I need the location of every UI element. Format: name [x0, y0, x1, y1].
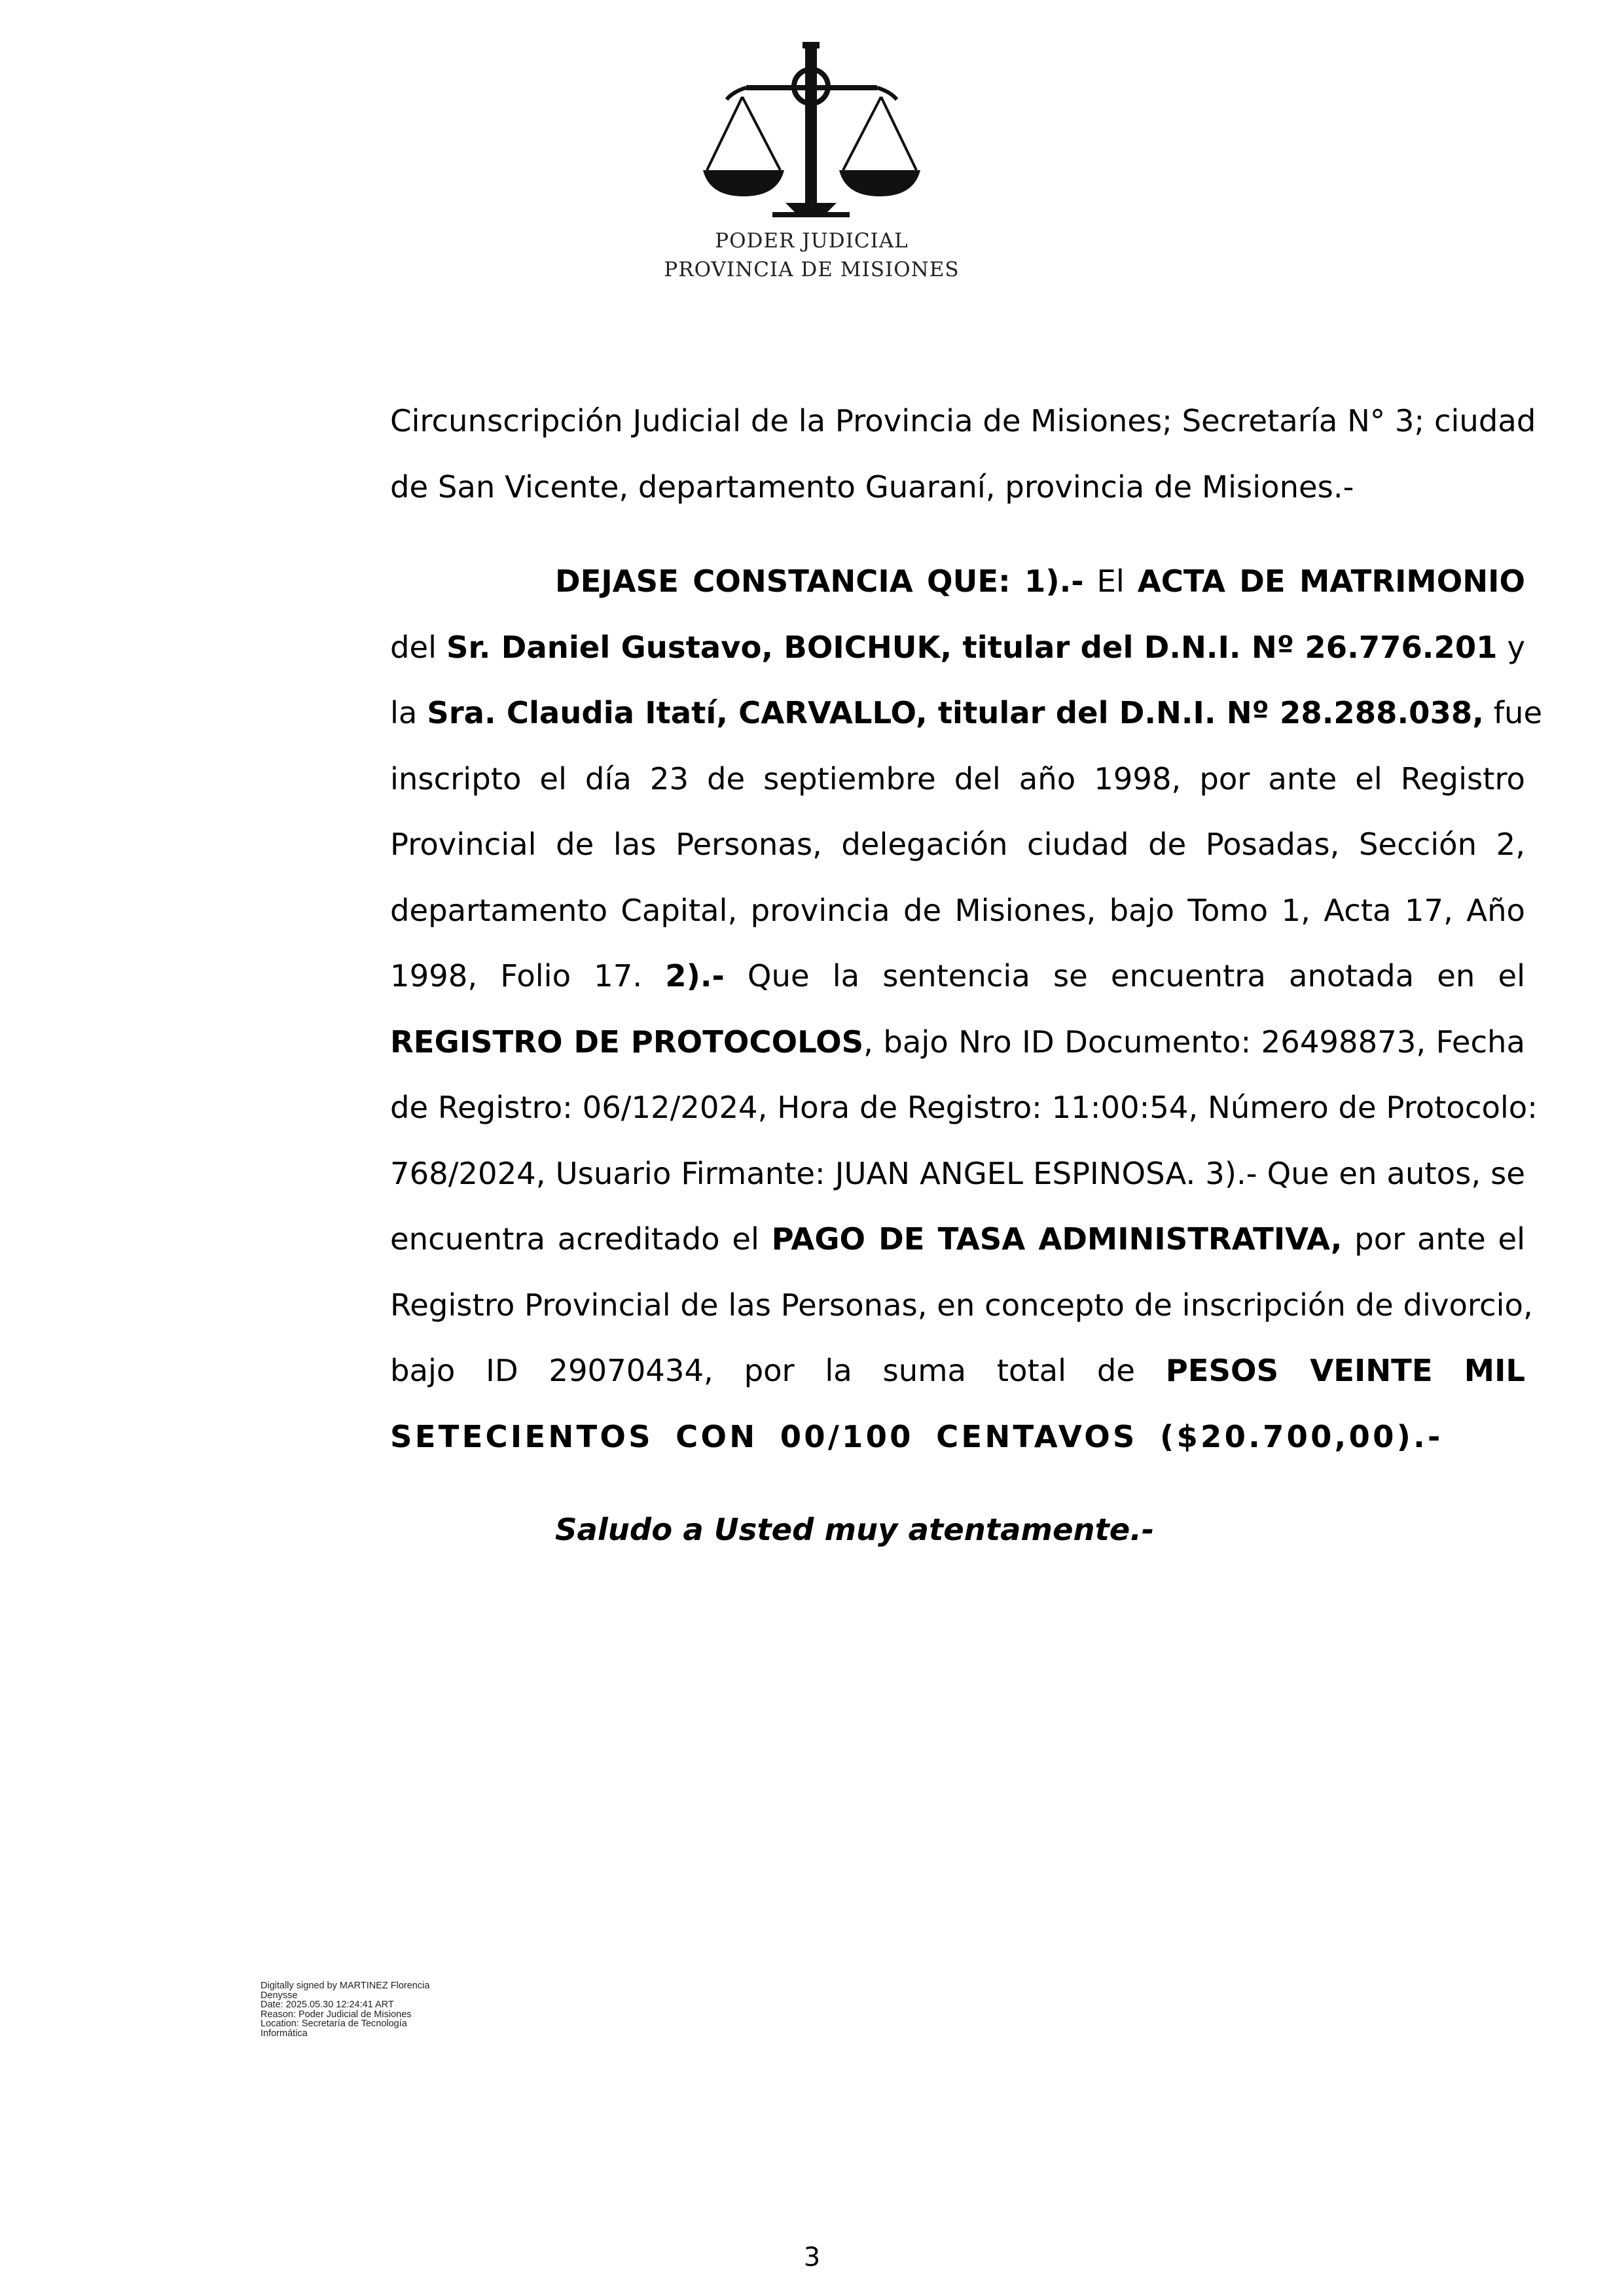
page-number: 3 [803, 2242, 821, 2272]
text-line [390, 1404, 1525, 1470]
paragraph-circunscripcion [390, 388, 1536, 520]
text-line: Provincial de las Personas, delegación ciudad de Posadas, Sección 2, [390, 827, 1525, 862]
text-line: departamento Capital, provincia de Misiones, bajo Tomo 1, Acta 17, Año [390, 892, 1525, 928]
bold-text: DEJASE CONSTANCIA QUE: 1).- [555, 564, 1084, 599]
signature-line: Denysse [261, 1990, 298, 2001]
bold-text: REGISTRO DE PROTOCOLOS [390, 1024, 864, 1060]
signature-line: Date: 2025.05.30 12:24:41 ART [261, 2000, 394, 2010]
institution-logo [655, 39, 969, 295]
signature-line: Location: Secretaría de Tecnología [261, 2018, 407, 2029]
text-line: bajo ID 29070434, por la suma total de PESOS VEINTE MIL [390, 1353, 1526, 1388]
bold-text: Sra. Claudia Itatí, CARVALLO, titular del D.N.I. Nº 28.288.038, [427, 695, 1484, 730]
text-line: de San Vicente, departamento Guaraní, provincia de Misiones.- [390, 469, 1354, 505]
institution-province: PROVINCIA DE MISIONES [664, 258, 960, 281]
text-line: la Sra. Claudia Itatí, CARVALLO, titular del D.N.I. Nº 28.288.038, fue [390, 695, 1543, 730]
digital-signature-block [261, 1981, 522, 2038]
bold-text: ACTA DE MATRIMONIO [1137, 564, 1525, 599]
bold-text: Sr. Daniel Gustavo, BOICHUK, titular del D.N.I. Nº 26.776.201 [446, 629, 1498, 665]
bold-text: SETECIENTOS CON 00/100 CENTAVOS ($20.700,00).- [390, 1418, 1443, 1454]
scales-of-justice-icon [694, 39, 929, 236]
bold-text: 2).- [665, 958, 725, 994]
institution-name: PODER JUDICIAL [715, 229, 909, 253]
bold-text: PAGO DE TASA ADMINISTRATIVA, [771, 1221, 1343, 1257]
text-line: inscripto el día 23 de septiembre del año 1998, por ante el Registro [390, 761, 1525, 797]
text-line: Circunscripción Judicial de la Provincia de Misiones; Secretaría N° 3; ciudad [390, 403, 1536, 439]
paragraph-constancia [390, 548, 1543, 1469]
text-line: Registro Provincial de las Personas, en concepto de inscripción de divorcio, [390, 1287, 1533, 1323]
text-line: REGISTRO DE PROTOCOLOS, bajo Nro ID Documento: 26498873, Fecha [390, 1024, 1525, 1060]
signature-line: Informática [261, 2028, 308, 2039]
text-line: de Registro: 06/12/2024, Hora de Registro: 11:00:54, Número de Protocolo: [390, 1090, 1538, 1125]
text-line: encuentra acreditado el PAGO DE TASA ADMINISTRATIVA, por ante el [390, 1221, 1526, 1257]
closing-salutation: Saludo a Usted muy atentamente.- [555, 1512, 1155, 1547]
signature-line: Reason: Poder Judicial de Misiones [261, 2009, 412, 2020]
text-line: 768/2024, Usuario Firmante: JUAN ANGEL ESPINOSA. 3).- Que en autos, se [390, 1155, 1525, 1191]
text-line: 1998, Folio 17. 2).- Que la sentencia se encuentra anotada en el [390, 958, 1526, 994]
text-line: DEJASE CONSTANCIA QUE: 1).- El ACTA DE MATRIMONIO [555, 564, 1525, 599]
text-line: del Sr. Daniel Gustavo, BOICHUK, titular del D.N.I. Nº 26.776.201 y [390, 629, 1525, 665]
signature-line: Digitally signed by MARTINEZ Florencia [261, 1981, 430, 1991]
bold-text: PESOS VEINTE MIL [1165, 1353, 1526, 1388]
